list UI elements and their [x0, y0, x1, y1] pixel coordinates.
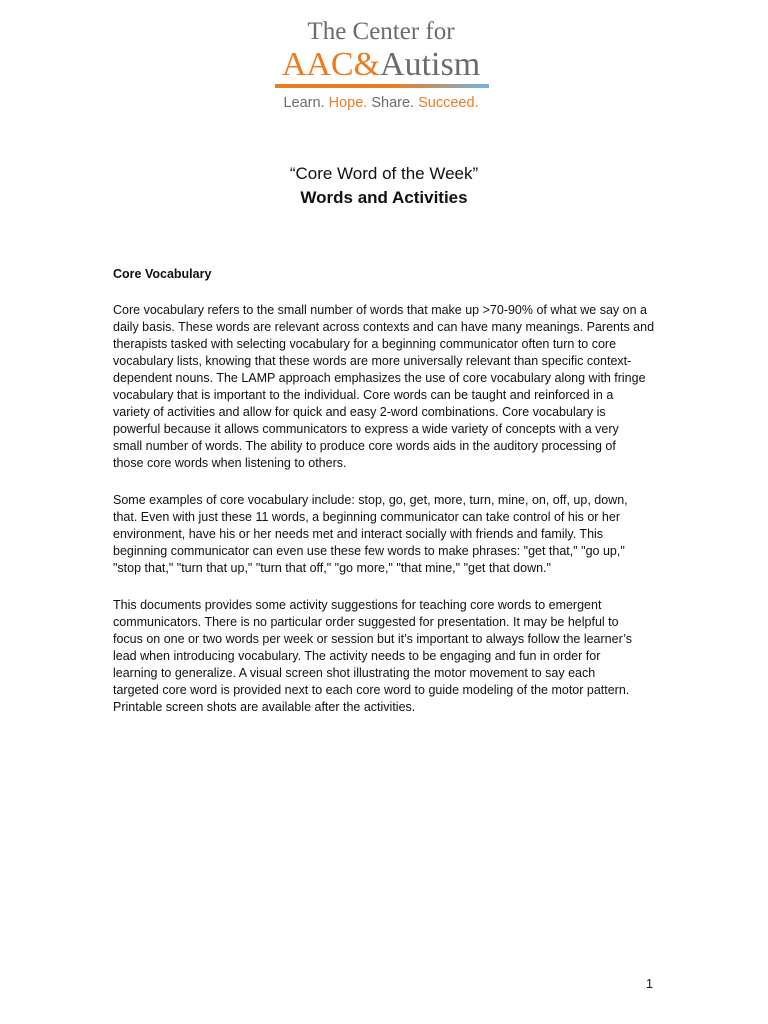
logo-brand-autism: Autism: [380, 46, 481, 83]
paragraph-line: that. Even with just these 11 words, a beginning communicator can take control of his or her: [113, 510, 620, 524]
tagline-succeed: Succeed.: [418, 95, 479, 111]
paragraph-line: Core vocabulary refers to the small number of words that make up >70-90% of what we say on a: [113, 303, 647, 317]
paragraph-line: powerful because it allows communicators to express a wide variety of concepts with a very: [113, 422, 619, 436]
tagline-learn: Learn.: [283, 95, 325, 111]
paragraph-line: vocabulary lists, knowing that these words are more universally relevant than specific context-: [113, 354, 632, 368]
logo-brand-aac: AAC&: [281, 46, 381, 83]
paragraph-line: therapists tasked with selecting vocabulary for a beginning communicator often turn to core: [113, 337, 617, 351]
tagline-hope: Hope.: [328, 95, 368, 111]
paragraph-line: targeted core word is provided next to each core word to guide modeling of the motor pattern.: [113, 683, 630, 697]
logo-gradient-bar: [275, 84, 489, 88]
logo-brand-name: [270, 46, 492, 84]
tagline-share: Share.: [371, 95, 415, 111]
paragraph-line: Printable screen shots are available after the activities.: [113, 700, 416, 714]
logo-tagline: [270, 94, 492, 112]
section-heading-core-vocabulary: Core Vocabulary: [113, 267, 212, 281]
paragraph-line: communicators. There is no particular order suggested for presentation. It may be helpful to: [113, 615, 619, 629]
center-for-aac-autism-logo: [270, 14, 500, 114]
paragraph-line: environment, have his or her needs met and interact socially with friends and family. This: [113, 527, 604, 541]
paragraph-line: This documents provides some activity suggestions for teaching core words to emergent: [113, 598, 602, 612]
paragraph-core-vocabulary-examples: [113, 492, 661, 577]
paragraph-line: lead when introducing vocabulary. The activity needs to be engaging and fun in order for: [113, 649, 601, 663]
paragraph-line: learning to generalize. A visual screen shot illustrating the motor movement to say each: [113, 666, 596, 680]
paragraph-line: focus on one or two words per week or session but it’s important to always follow the learner’s: [113, 632, 633, 646]
document-title: [0, 162, 768, 210]
logo-line-1: The Center for: [307, 18, 455, 45]
paragraph-line: variety of activities and allow for quick and easy 2-word combinations. Core vocabulary is: [113, 405, 606, 419]
paragraph-line: "stop that," "turn that up," "turn that off," "go more," "that mine," "get that down.": [113, 561, 551, 575]
paragraph-activity-suggestions: [113, 597, 661, 716]
paragraph-line: dependent nouns. The LAMP approach emphasizes the use of core vocabulary along with fringe: [113, 371, 646, 385]
paragraph-line: Some examples of core vocabulary include: stop, go, get, more, turn, mine, on, off, up, down,: [113, 493, 628, 507]
page-number: 1: [646, 977, 653, 991]
title-line-1: “Core Word of the Week”: [289, 164, 479, 183]
paragraph-line: those core words when listening to others.: [113, 456, 347, 470]
paragraph-line: small number of words. The ability to produce core words aids in the auditory processing of: [113, 439, 616, 453]
paragraph-line: daily basis. These words are relevant across contexts and can have many meanings. Parents and: [113, 320, 655, 334]
title-line-2: Words and Activities: [300, 188, 468, 207]
paragraph-core-vocabulary-definition: [113, 302, 661, 472]
paragraph-line: vocabulary that is important to the individual. Core words can be taught and reinforced in a: [113, 388, 614, 402]
paragraph-line: beginning communicator can even use these few words to make phrases: "get that," "go up,": [113, 544, 625, 558]
